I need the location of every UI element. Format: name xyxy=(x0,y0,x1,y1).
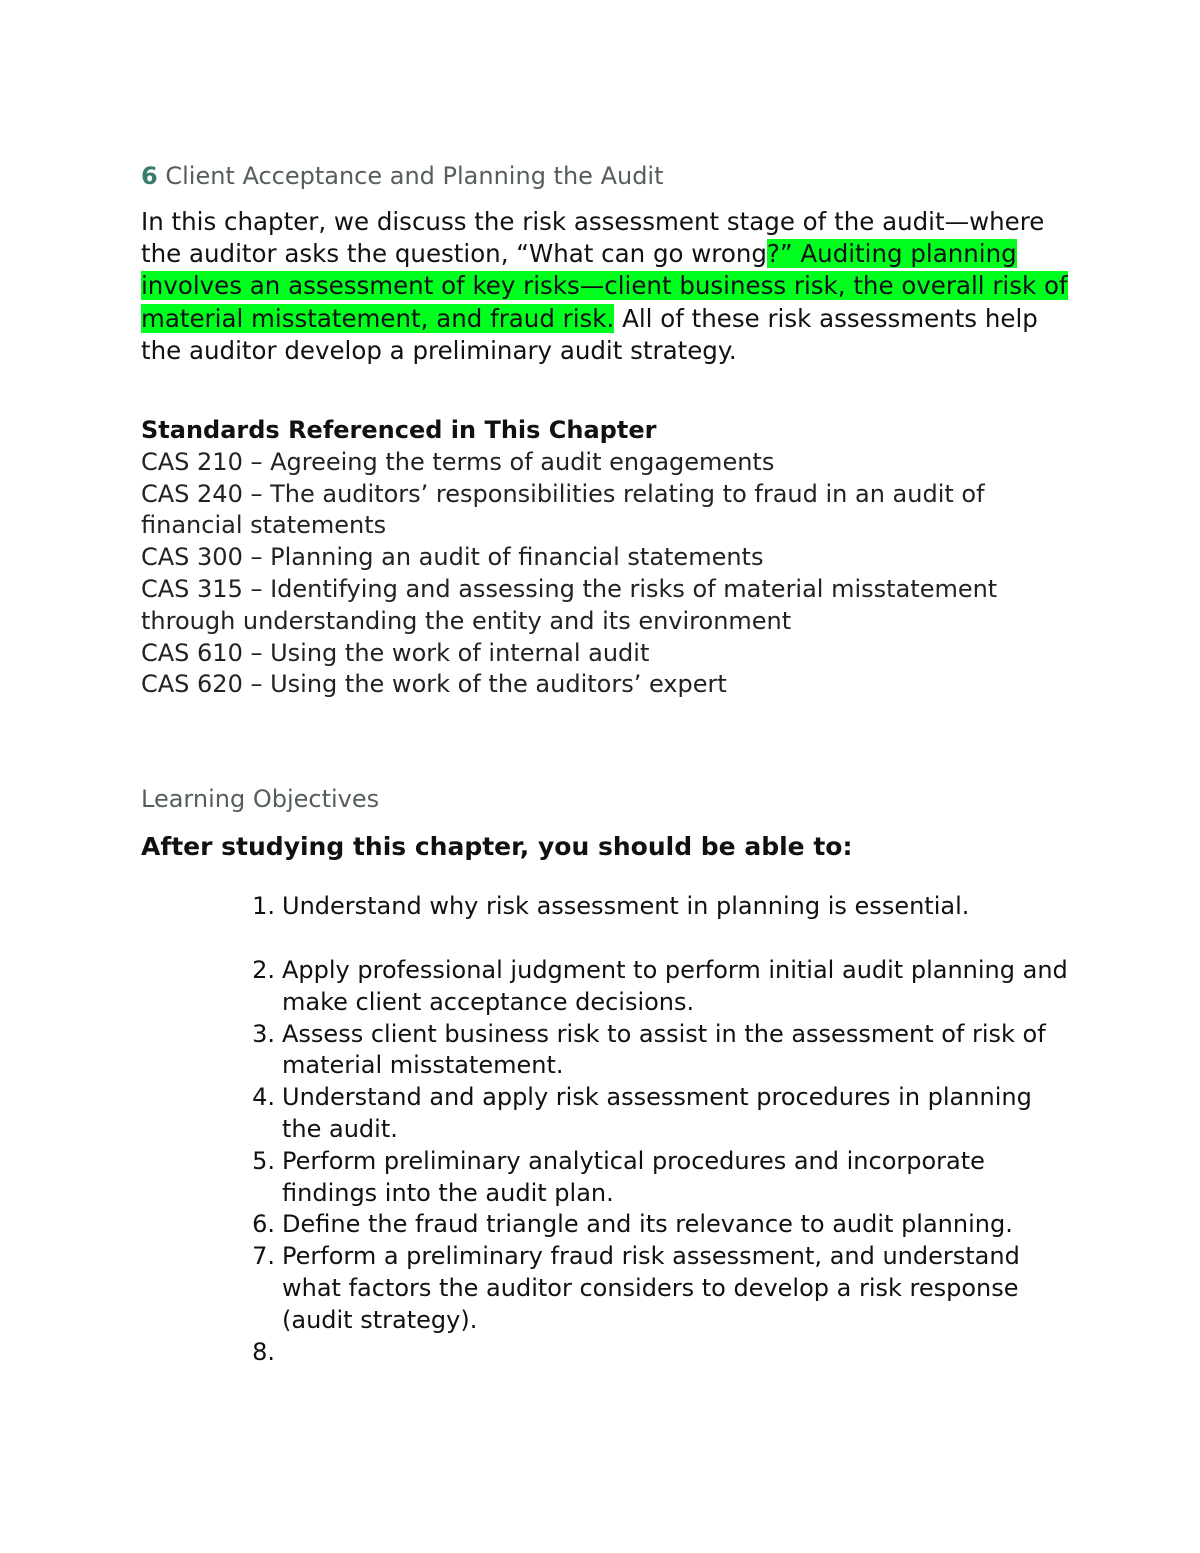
list-item-text: Understand why risk assessment in planning is essential. xyxy=(282,892,970,921)
standard-item: CAS 240 – The auditors’ responsibilities relating to fraud in an audit of financial statements xyxy=(141,479,985,540)
list-item xyxy=(141,1019,1071,1083)
list-number: 5. xyxy=(252,1146,275,1175)
list-item xyxy=(141,1241,1071,1336)
list-number: 6. xyxy=(252,1210,275,1239)
chapter-title: Client Acceptance and Planning the Audit xyxy=(165,162,664,190)
learning-objectives-heading: Learning Objectives xyxy=(141,785,380,814)
list-number: 3. xyxy=(252,1019,275,1048)
standard-item: CAS 210 – Agreeing the terms of audit engagements xyxy=(141,447,775,476)
list-item-text: Apply professional judgment to perform initial audit planning and make client acceptance decisions. xyxy=(282,955,1068,1016)
chapter-number: 6 xyxy=(141,162,158,190)
intro-highlighted-text: ?” Auditing planning involves an assessment of key risks—client business risk, the overall risk of material misstatement, and fraud risk. xyxy=(141,239,1068,333)
list-item xyxy=(141,1337,1071,1369)
document-content xyxy=(141,158,1071,1368)
standard-item: CAS 300 – Planning an audit of financial statements xyxy=(141,543,764,572)
list-item-text: Define the fraud triangle and its relevance to audit planning. xyxy=(282,1210,1013,1239)
standard-item: CAS 610 – Using the work of internal audit xyxy=(141,638,650,667)
list-item xyxy=(141,891,1071,923)
chapter-heading xyxy=(141,158,1071,194)
list-item-text: Perform preliminary analytical procedures and incorporate findings into the audit plan. xyxy=(282,1146,985,1207)
list-item xyxy=(141,1146,1071,1210)
list-item xyxy=(141,955,1071,1019)
list-item-text: Understand and apply risk assessment procedures in planning the audit. xyxy=(282,1083,1032,1143)
list-item xyxy=(141,1209,1071,1241)
list-number: 4. xyxy=(252,1083,275,1112)
intro-paragraph xyxy=(141,206,1071,367)
intro-text-part1: In this chapter, we discuss the risk assessment stage of the audit—where the auditor asks the question, “What can go wrong xyxy=(141,207,1045,269)
standard-item: CAS 620 – Using the work of the auditors’ expert xyxy=(141,670,727,699)
list-number: 7. xyxy=(252,1242,275,1271)
list-item-text xyxy=(282,1338,290,1366)
objectives-list xyxy=(141,891,1071,1368)
standard-item: CAS 315 – Identifying and assessing the risks of material misstatement through understanding the entity and its environment xyxy=(141,575,998,635)
list-number: 8. xyxy=(252,1337,275,1366)
learning-objectives-subheading: After studying this chapter, you should be able to: xyxy=(141,832,853,862)
intro-text-part2: All of these risk assessments help the auditor develop a preliminary audit strategy. xyxy=(141,303,1038,365)
standards-section xyxy=(141,415,1071,701)
list-number: 2. xyxy=(252,955,275,984)
standards-title: Standards Referenced in This Chapter xyxy=(141,416,657,445)
list-number: 1. xyxy=(252,892,275,921)
list-item-text: Assess client business risk to assist in the assessment of risk of material misstatement. xyxy=(282,1019,1046,1080)
list-item-text: Perform a preliminary fraud risk assessment, and understand what factors the auditor considers to develop a risk response (audit strategy). xyxy=(282,1242,1020,1334)
list-item xyxy=(141,1082,1071,1146)
